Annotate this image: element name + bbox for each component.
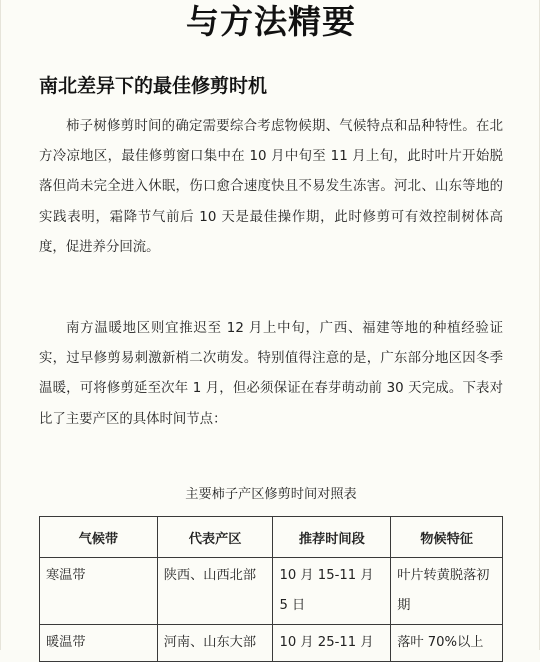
cell-region: 河南、山东大部 [157,625,273,662]
cell-time-period: 10 月 25-11 月 [273,625,391,662]
cell-climate-zone: 暖温带 [40,625,158,662]
cell-climate-zone: 寒温带 [40,558,158,625]
body-paragraph-1: 柿子树修剪时间的确定需要综合考虑物候期、气候特点和品种特性。在北方冷凉地区，最佳修剪窗口集中在 10 月中旬至 11 月上旬，此时叶片开始脱落但尚未完全进入休眠，伤口愈合速度快且不易发生冻害。河北、山东等地的实践表明，霜降节气前后 10 天是最佳操作期，此时修剪可有效控制树体高度，促进养分回流。 [39,119,503,255]
table-row [40,625,503,662]
cell-phenology: 落叶 70%以上 [391,625,503,662]
table-row [40,558,503,625]
page-title: 与方法精要 [186,2,356,41]
cell-phenology: 叶片转黄脱落初期 [391,558,503,625]
cell-time-period: 10 月 15-11 月 5 日 [273,558,391,625]
header-region: 代表产区 [157,517,273,558]
body-paragraph-2: 南方温暖地区则宜推迟至 12 月上中旬，广西、福建等地的种植经验证实，过早修剪易刺激新梢二次萌发。特别值得注意的是，广东部分地区因冬季温暖，可将修剪延至次年 1 月，但必须保证在春芽萌动前 30 天完成。下表对比了主要产区的具体时间节点： [39,321,503,427]
pruning-schedule-table [39,516,503,662]
header-phenology: 物候特征 [391,517,503,558]
header-time-period: 推荐时间段 [273,517,391,558]
table-caption: 主要柿子产区修剪时间对照表 [185,487,357,502]
section-heading: 南北差异下的最佳修剪时机 [39,75,268,97]
table-header-row [40,517,503,558]
cell-region: 陕西、山西北部 [157,558,273,625]
header-climate-zone: 气候带 [40,517,158,558]
